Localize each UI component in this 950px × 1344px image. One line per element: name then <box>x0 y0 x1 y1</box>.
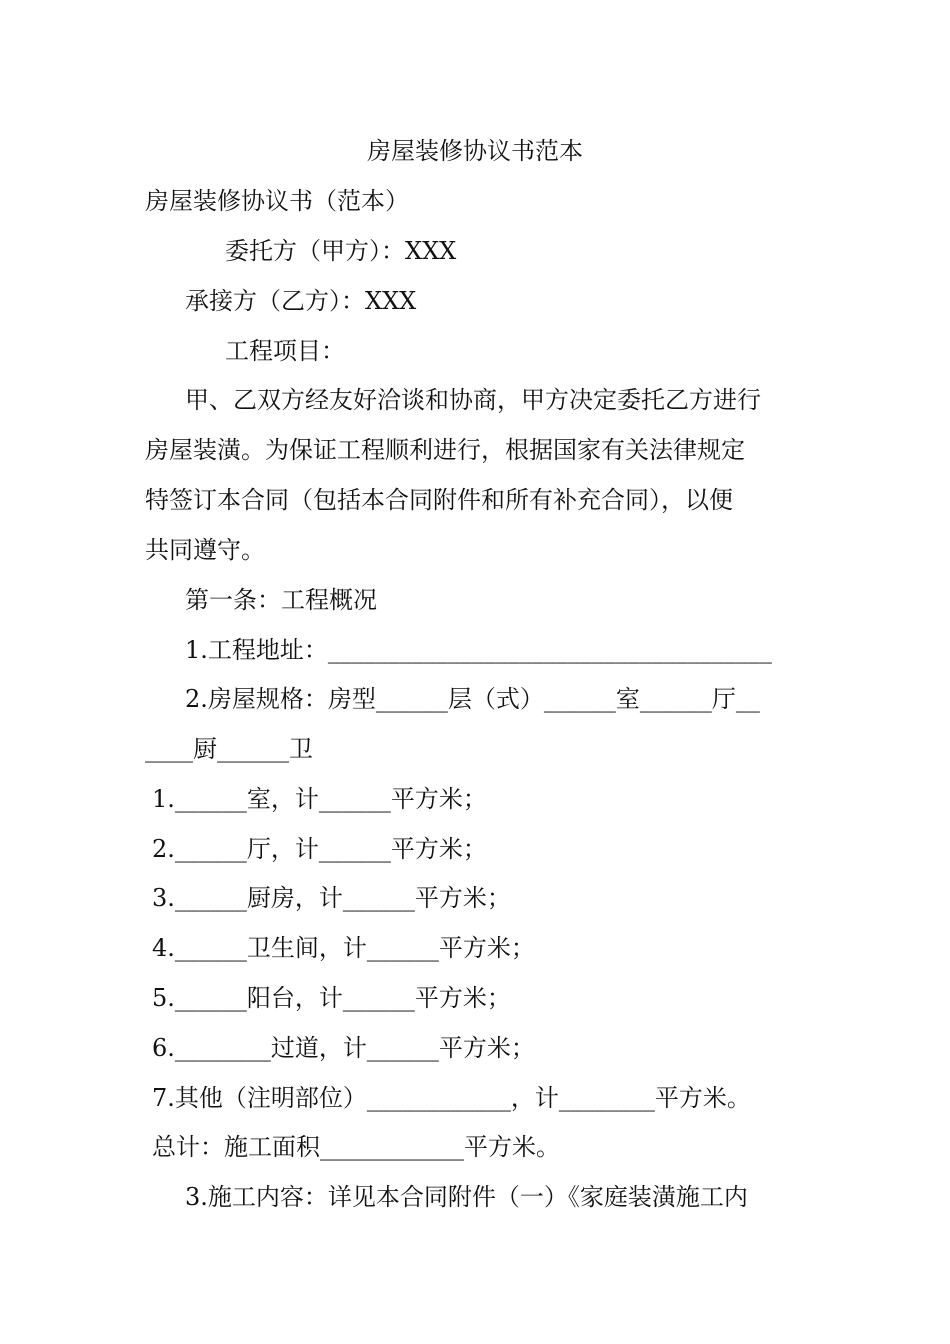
party-b-line: 承接方（乙方）：XXX <box>185 287 417 315</box>
room-line: 3.______厨房，计______平方米； <box>152 884 511 912</box>
intro-paragraph-line: 共同遵守。 <box>145 536 265 564</box>
project-line: 工程项目： <box>225 337 345 365</box>
room-line: 2.______厅，计______平方米； <box>152 835 487 863</box>
room-line: 7.其他（注明部位）____________，计________平方米。 <box>152 1084 751 1112</box>
total-line: 总计：施工面积____________平方米。 <box>152 1133 560 1161</box>
intro-paragraph-line: 特签订本合同（包括本合同附件和所有补充合同），以便 <box>145 486 733 514</box>
article-1-heading: 第一条：工程概况 <box>185 586 377 614</box>
room-line: 6.________过道，计______平方米； <box>152 1034 535 1062</box>
party-a-line: 委托方（甲方）：XXX <box>225 237 457 265</box>
room-line: 5.______阳台，计______平方米； <box>152 984 511 1012</box>
intro-paragraph-line: 甲、乙双方经友好洽谈和协商，甲方决定委托乙方进行 <box>185 386 761 414</box>
address-line: 1.工程地址：_____________________________________ <box>185 636 772 664</box>
spec-line: ____厨______卫 <box>145 735 313 763</box>
document-subtitle: 房屋装修协议书（范本） <box>145 187 409 215</box>
room-line: 1.______室，计______平方米； <box>152 785 487 813</box>
room-line: 4.______卫生间，计______平方米； <box>152 934 535 962</box>
intro-paragraph-line: 房屋装潢。为保证工程顺利进行，根据国家有关法律规定 <box>145 436 745 464</box>
spec-line: 2.房屋规格：房型______层（式）______室______厅__ <box>185 685 760 713</box>
document-title: 房屋装修协议书范本 <box>367 137 583 165</box>
content-line: 3.施工内容：详见本合同附件（一）《家庭装潢施工内 <box>185 1183 748 1211</box>
